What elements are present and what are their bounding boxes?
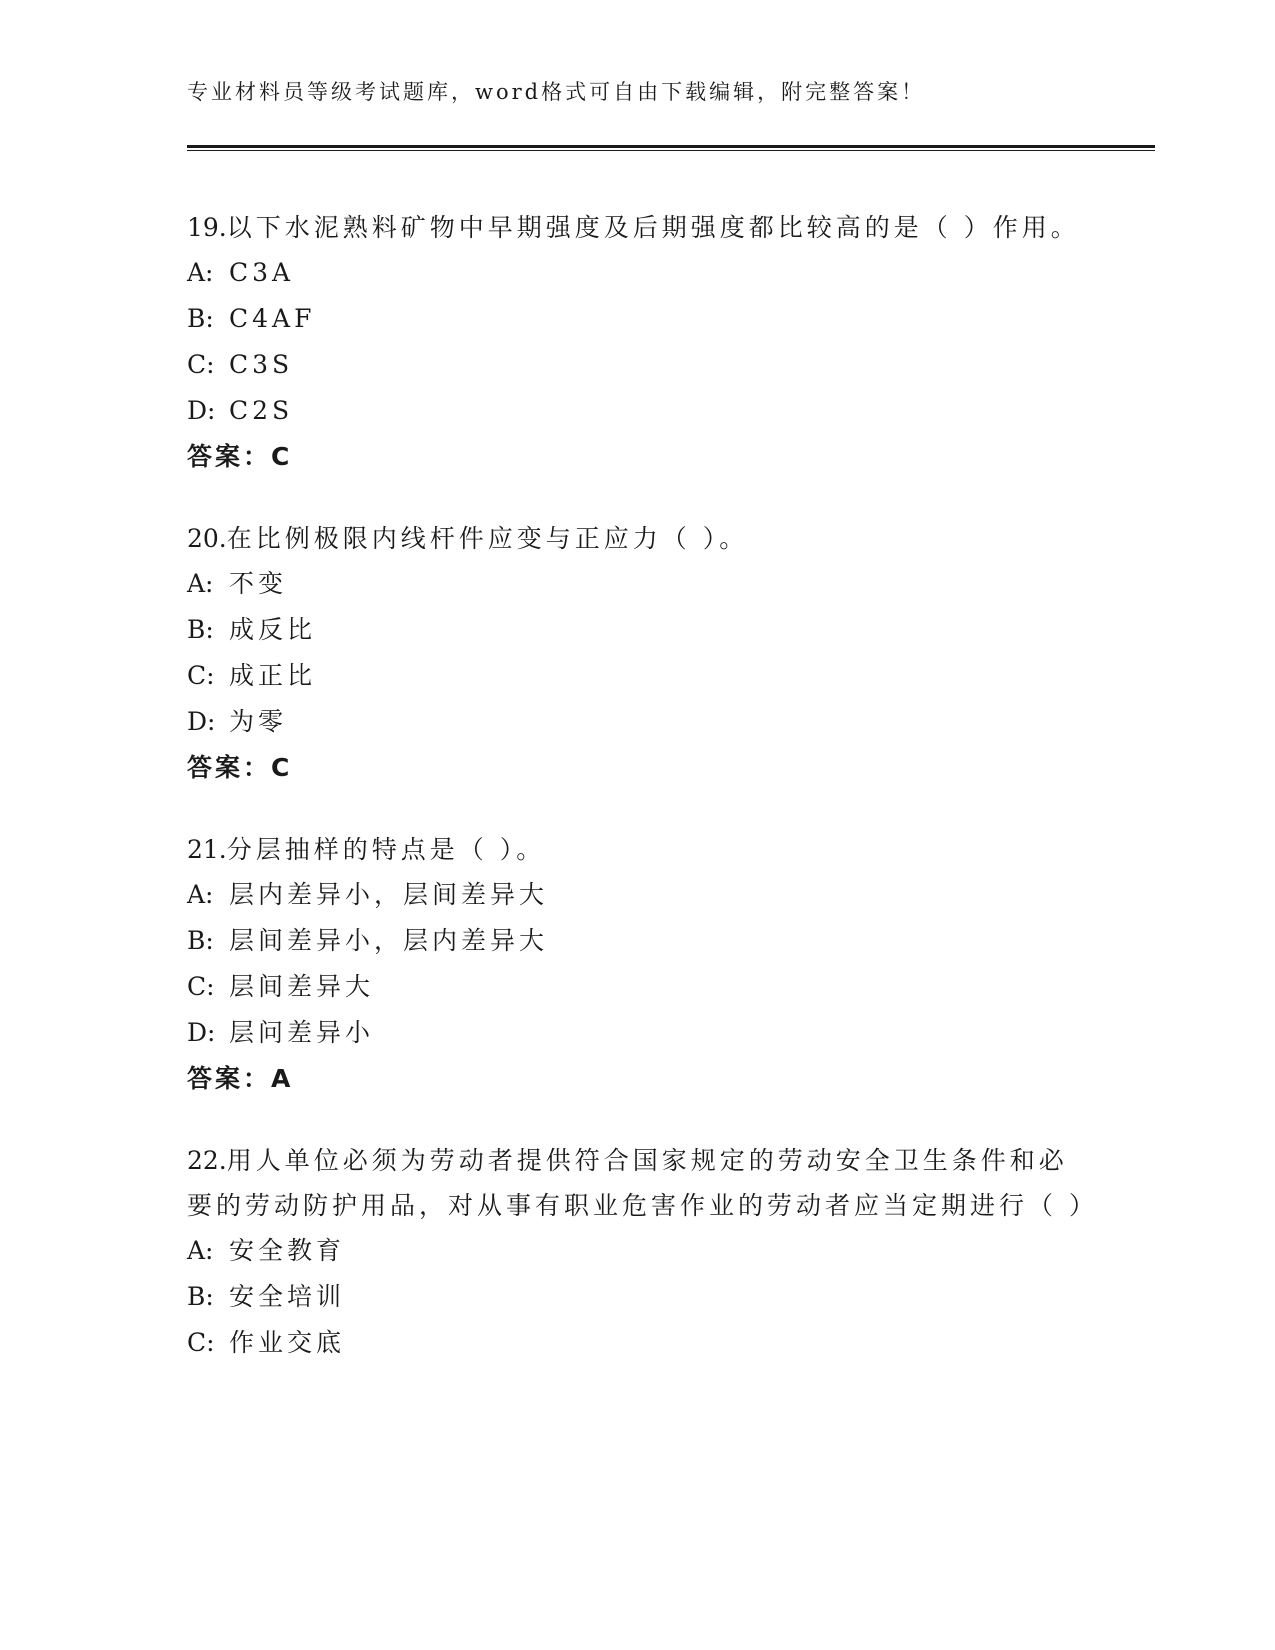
question-list	[187, 205, 1098, 1402]
question-19	[187, 205, 1087, 480]
option-d	[187, 699, 1087, 745]
option-text: 成正比	[229, 661, 317, 690]
answer-label: 答案：	[187, 442, 272, 471]
option-text: 作业交底	[229, 1328, 346, 1357]
answer-value: C	[271, 442, 290, 471]
option-a	[187, 561, 1087, 607]
option-c	[187, 964, 1087, 1010]
question-number: 22.	[187, 1146, 227, 1175]
option-d	[187, 1010, 1087, 1056]
option-letter: C:	[187, 350, 215, 379]
option-text: 成反比	[229, 615, 317, 644]
option-letter: A:	[187, 569, 214, 598]
option-c	[187, 1320, 1087, 1366]
question-21	[187, 827, 1087, 1102]
question-stem	[187, 1138, 1098, 1228]
option-a	[187, 1228, 1087, 1274]
option-text: C3S	[229, 350, 294, 379]
option-letter: C:	[187, 1328, 215, 1357]
option-letter: B:	[187, 304, 214, 333]
option-letter: C:	[187, 972, 215, 1001]
option-letter: C:	[187, 661, 215, 690]
option-text: C4AF	[229, 304, 316, 333]
option-letter: B:	[187, 926, 214, 955]
option-letter: D:	[187, 396, 216, 425]
answer-line	[187, 745, 1087, 791]
option-text: 层内差异小，层间差异大	[229, 880, 549, 909]
option-c	[187, 342, 1087, 388]
question-text: 用人单位必须为劳动者提供符合国家规定的劳动安全卫生条件和必要的劳动防护用品，对从事有职业危害作业的劳动者应当定期进行（ ）	[187, 1146, 1098, 1220]
option-letter: D:	[187, 707, 216, 736]
option-b	[187, 918, 1087, 964]
option-c	[187, 653, 1087, 699]
question-stem	[187, 827, 1087, 872]
question-number: 19.	[187, 213, 227, 242]
option-b	[187, 1274, 1087, 1320]
header-rule-thick	[187, 145, 1155, 148]
option-d	[187, 388, 1087, 434]
answer-value: A	[271, 1064, 291, 1093]
question-text: 在比例极限内线杆件应变与正应力（ ）。	[226, 524, 749, 553]
option-letter: D:	[187, 1018, 216, 1047]
option-text: 层间差异大	[229, 972, 375, 1001]
option-a	[187, 250, 1087, 296]
question-number: 20.	[187, 524, 227, 553]
option-letter: B:	[187, 1282, 214, 1311]
option-text: 不变	[229, 569, 288, 598]
option-letter: A:	[187, 258, 214, 287]
page-header: 专业材料员等级考试题库，word格式可自由下载编辑，附完整答案！	[187, 80, 926, 104]
question-text: 分层抽样的特点是（ ）。	[226, 835, 546, 864]
option-letter: B:	[187, 615, 214, 644]
answer-value: C	[271, 753, 290, 782]
option-letter: A:	[187, 1236, 214, 1265]
option-text: C2S	[229, 396, 294, 425]
option-text: 安全培训	[229, 1282, 346, 1311]
header-rule-thin	[187, 150, 1155, 151]
option-a	[187, 872, 1087, 918]
option-text: 层间差异小，层内差异大	[229, 926, 549, 955]
question-stem	[187, 516, 1087, 561]
question-text: 以下水泥熟料矿物中早期强度及后期强度都比较高的是（ ）作用。	[226, 213, 1080, 242]
option-b	[187, 607, 1087, 653]
option-text: C3A	[229, 258, 295, 287]
question-number: 21.	[187, 835, 227, 864]
option-text: 为零	[229, 707, 288, 736]
option-text: 安全教育	[229, 1236, 346, 1265]
answer-line	[187, 434, 1087, 480]
question-20	[187, 516, 1087, 791]
option-text: 层问差异小	[229, 1018, 375, 1047]
option-letter: A:	[187, 880, 214, 909]
answer-label: 答案：	[187, 1064, 272, 1093]
answer-line	[187, 1056, 1087, 1102]
option-b	[187, 296, 1087, 342]
question-22	[187, 1138, 1098, 1366]
answer-label: 答案：	[187, 753, 272, 782]
question-stem	[187, 205, 1087, 250]
